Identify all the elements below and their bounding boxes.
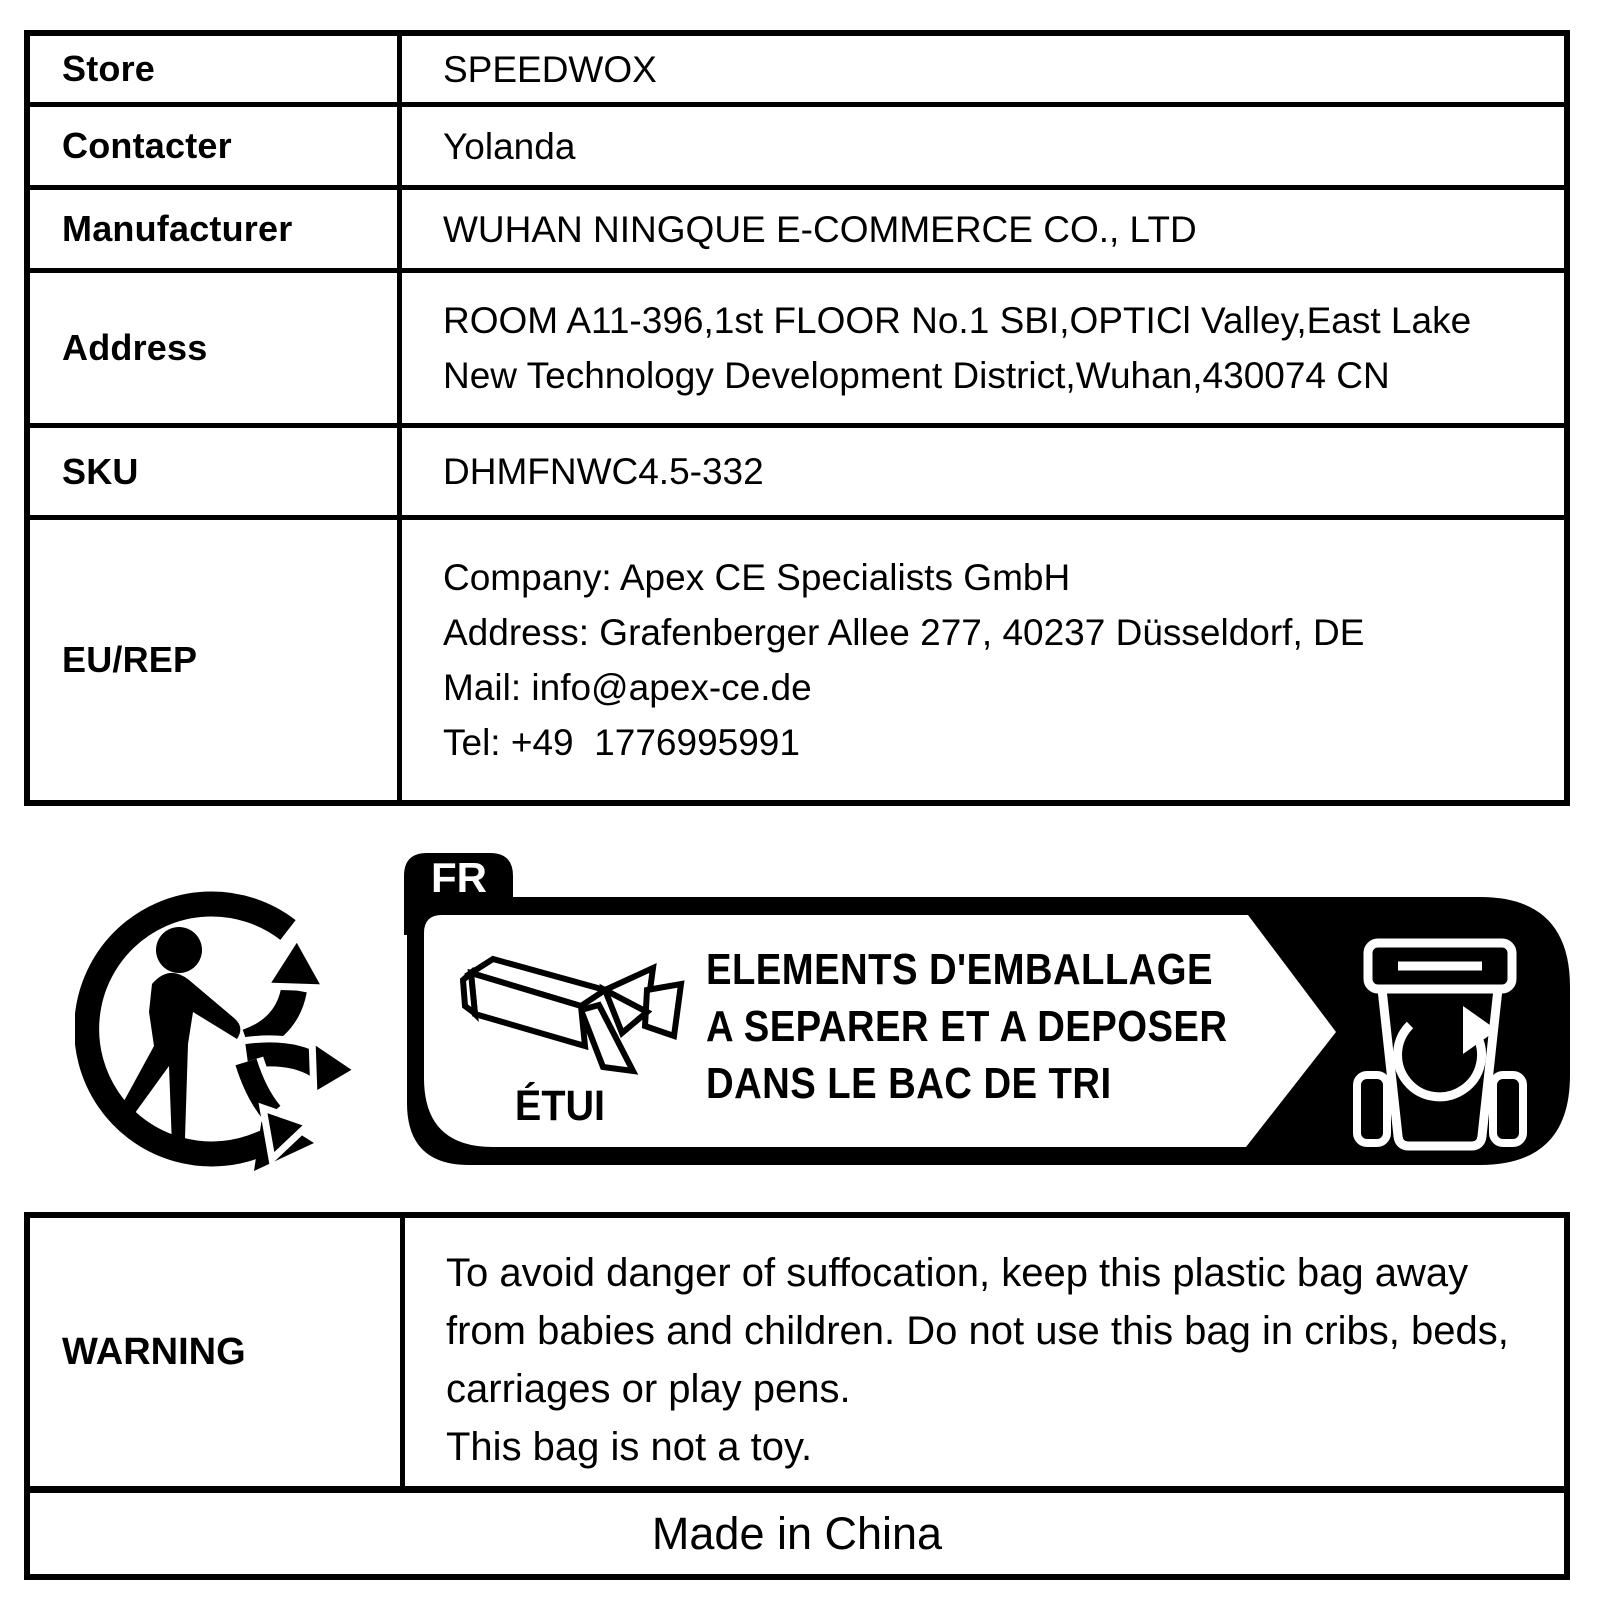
value-line: DHMFNWC4.5-332 <box>443 451 764 492</box>
row-label-sku: SKU <box>30 428 402 515</box>
row-label-eu-rep: EU/REP <box>30 520 402 800</box>
made-in-china-row: Made in China <box>651 1507 943 1559</box>
row-value-store <box>402 36 1564 102</box>
value-line: WUHAN NINGQUE E-COMMERCE CO., LTD <box>443 208 1197 250</box>
row-value-manufacturer <box>402 190 1564 268</box>
table-row <box>30 36 1564 107</box>
info-table <box>24 30 1570 806</box>
value-line: Mail: info@apex-ce.de <box>443 667 812 708</box>
material-label: ÉTUI <box>514 1082 606 1130</box>
row-value-address <box>402 273 1564 423</box>
sorting-instructions <box>706 941 1227 1112</box>
value-line: SPEEDWOX <box>443 48 657 90</box>
warning-label: WARNING <box>30 1218 405 1486</box>
value-line: Address: Grafenberger Allee 277, 40237 Düsseldorf, DE <box>443 612 1365 653</box>
row-label-store: Store <box>30 36 402 102</box>
instruction-line: DANS LE BAC DE TRI <box>706 1059 1112 1108</box>
value-line: Yolanda <box>443 125 576 167</box>
instruction-line: ELEMENTS D'EMBALLAGE <box>706 945 1213 994</box>
row-label-address: Address <box>30 273 402 423</box>
table-row <box>30 273 1564 428</box>
triman-recycling-icon <box>75 880 375 1200</box>
table-row <box>30 190 1564 273</box>
instruction-line: A SEPARER ET A DEPOSER <box>706 1002 1228 1051</box>
table-row <box>30 428 1564 520</box>
warning-table <box>24 1212 1570 1580</box>
warning-text <box>405 1218 1564 1486</box>
fr-country-tag: FR <box>431 854 487 901</box>
value-line: Company: Apex CE Specialists GmbH <box>443 557 1071 598</box>
row-value-eu-rep <box>402 520 1564 800</box>
row-value-contacter <box>402 107 1564 185</box>
row-label-manufacturer: Manufacturer <box>30 190 402 268</box>
warning-line: This bag is not a toy. <box>446 1425 813 1469</box>
warning-line: carriages or play pens. <box>446 1367 851 1411</box>
value-line: New Technology Development District,Wuhan,430074 CN <box>443 355 1390 396</box>
value-line: ROOM A11-396,1st FLOOR No.1 SBI,OPTICl Valley,East Lake <box>443 300 1472 341</box>
table-row <box>30 107 1564 190</box>
row-value-sku <box>402 428 1564 515</box>
value-line: Tel: +49 1776995991 <box>443 722 800 763</box>
warning-line: from babies and children. Do not use this bag in cribs, beds, <box>446 1309 1509 1353</box>
warning-row <box>30 1218 1564 1493</box>
row-label-contacter: Contacter <box>30 107 402 185</box>
table-row <box>30 520 1564 800</box>
warning-line: To avoid danger of suffocation, keep this plastic bag away <box>446 1251 1469 1295</box>
